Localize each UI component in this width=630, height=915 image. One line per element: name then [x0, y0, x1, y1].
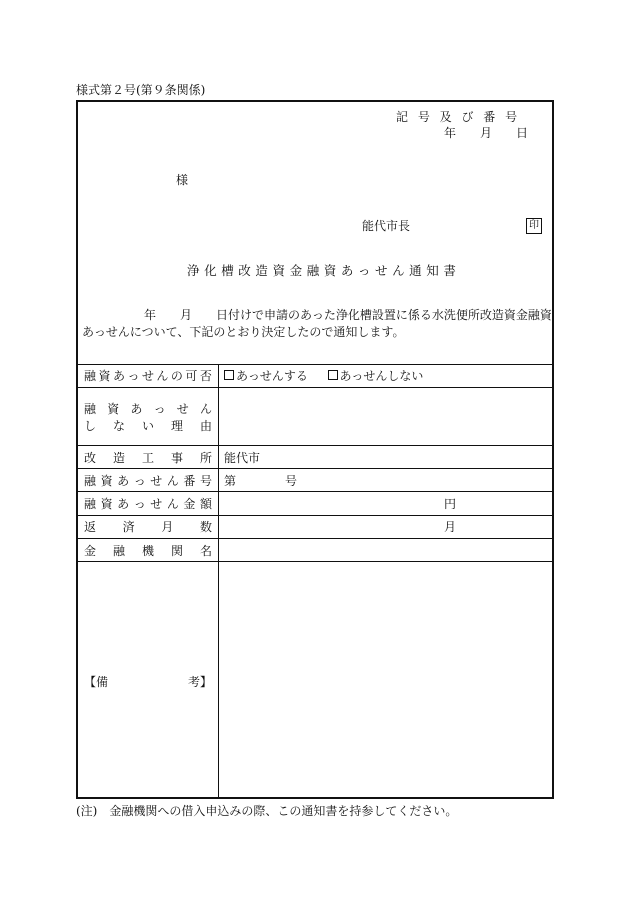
addressee-suffix: 様 [176, 173, 189, 187]
decline-checkbox[interactable] [328, 370, 338, 380]
seal-mark: 印 [526, 218, 542, 234]
approve-option-label: あっせんする [236, 369, 308, 383]
body-line-1: 年 月 日付けで申請のあった浄化槽設置に係る水洗便所改造資金融資 [144, 308, 552, 322]
approval-options [224, 370, 423, 382]
approval-label: 融 資 あ っ せ ん の 可 否 [84, 369, 212, 383]
decline-option-label: あっせんしない [339, 369, 424, 383]
divider [77, 387, 553, 388]
issuer-name: 能代市長 [362, 219, 411, 233]
amount-unit: 円 [444, 497, 457, 511]
divider [77, 445, 553, 446]
months-unit: 月 [444, 520, 457, 534]
divider [77, 515, 553, 516]
loan-number-prefix: 第 [224, 474, 237, 488]
body-line-2: あっせんについて、下記のとおり決定したので通知します。 [82, 325, 405, 339]
reason-label-line1: 融 資 あ っ せ ん [84, 402, 212, 416]
divider [77, 491, 553, 492]
divider [77, 468, 553, 469]
form-number: 様式第２号(第９条関係) [76, 83, 206, 97]
reason-label-line2: し な い 理 由 [84, 419, 212, 433]
remarks-label-close: 考】 [188, 675, 213, 689]
remarks-label-open: 【備 [84, 675, 109, 689]
months-label: 返 済 月 数 [84, 520, 212, 534]
column-divider [218, 364, 219, 798]
divider [77, 364, 553, 365]
issue-date: 年 月 日 [444, 126, 529, 140]
loan-number-suffix: 号 [285, 474, 298, 488]
footnote: (注) 金融機関への借入申込みの際、この通知書を持参してください。 [76, 804, 458, 818]
site-value: 能代市 [224, 451, 261, 465]
bank-label: 金 融 機 関 名 [84, 544, 212, 558]
record-number-label: 記 号 及 び 番 号 [396, 110, 521, 124]
loan-number-label: 融 資 あ っ せ ん 番 号 [84, 474, 212, 488]
divider [77, 561, 553, 562]
approve-checkbox[interactable] [224, 370, 234, 380]
divider [77, 538, 553, 539]
site-label: 改 造 工 事 所 [84, 451, 212, 465]
document-title: 浄化槽改造資金融資あっせん通知書 [187, 263, 461, 278]
amount-label: 融 資 あ っ せ ん 金 額 [84, 497, 212, 511]
form-frame [76, 100, 554, 799]
